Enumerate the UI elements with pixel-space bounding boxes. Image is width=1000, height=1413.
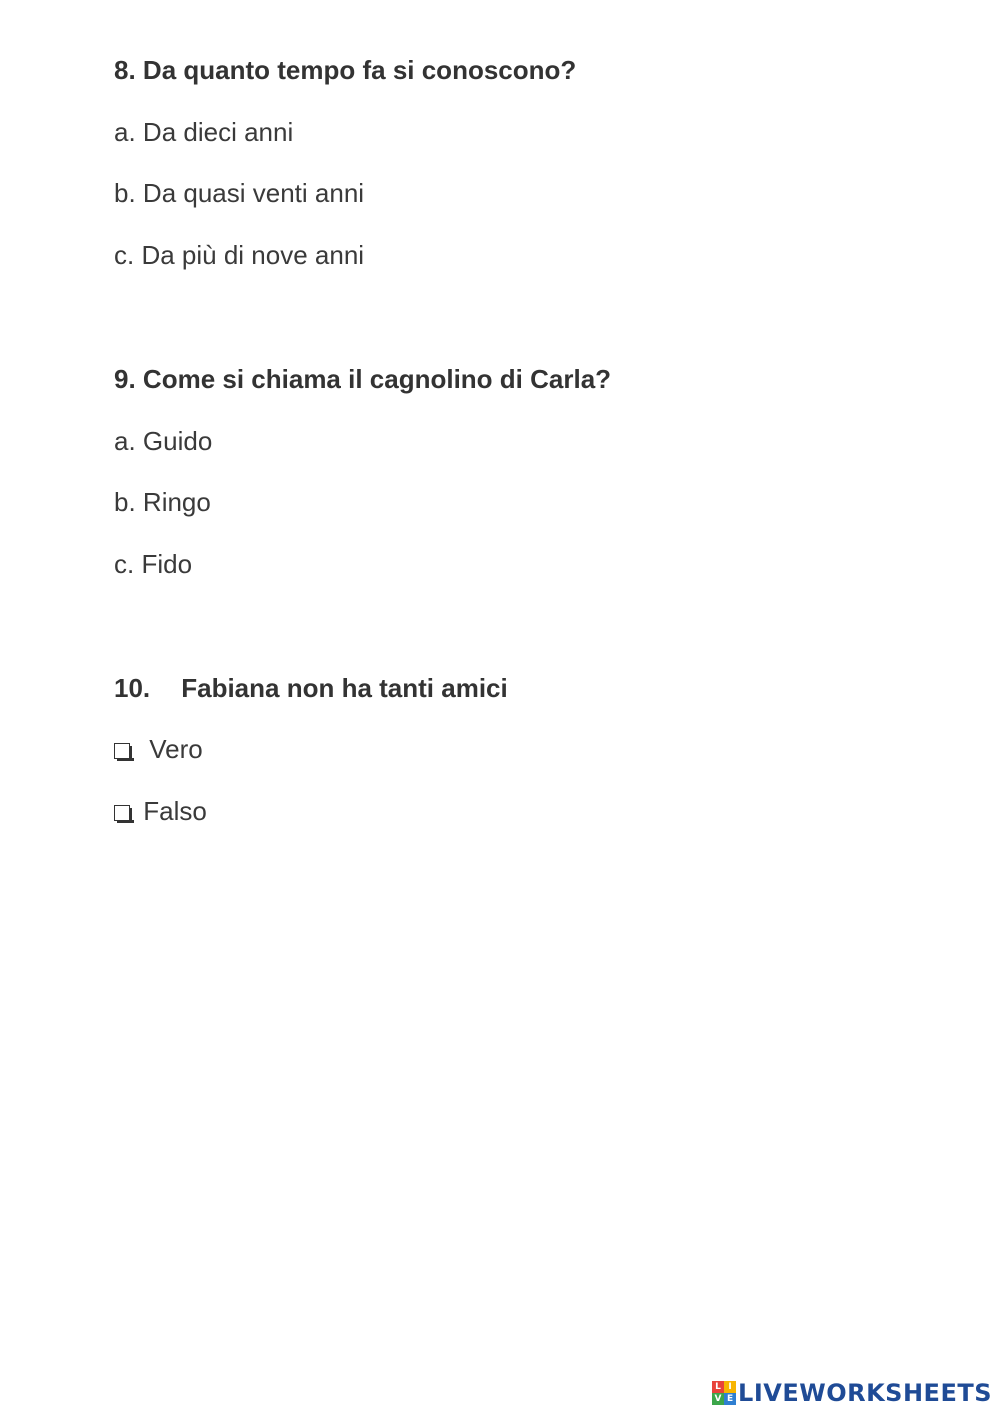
option-text: Da più di nove anni: [141, 240, 365, 270]
logo-mark-icon: [712, 1381, 736, 1405]
question-number: 10.: [114, 673, 151, 703]
option-8b[interactable]: [114, 178, 364, 208]
question-8: [114, 55, 576, 85]
option-9c[interactable]: [114, 549, 192, 579]
checkbox-icon[interactable]: [114, 805, 130, 821]
option-text: Da dieci anni: [142, 117, 294, 147]
option-8a[interactable]: [114, 117, 293, 147]
option-letter: a.: [114, 426, 136, 456]
option-text: Da quasi venti anni: [142, 178, 365, 208]
option-text: Ringo: [142, 487, 211, 517]
question-text: Fabiana non ha tanti amici: [181, 673, 508, 703]
option-9a[interactable]: [114, 426, 212, 456]
question-9: [114, 364, 611, 394]
option-letter: c.: [114, 240, 135, 270]
logo-mark-letter: I: [724, 1381, 736, 1393]
question-number: 8.: [114, 55, 136, 85]
question-10: [114, 673, 508, 703]
liveworksheets-logo: [712, 1379, 992, 1407]
option-text: Fido: [141, 549, 193, 579]
option-text: Guido: [142, 426, 213, 456]
option-text: Falso: [143, 796, 207, 826]
option-9b[interactable]: [114, 487, 211, 517]
option-letter: c.: [114, 549, 135, 579]
option-10-vero[interactable]: [114, 734, 203, 764]
option-10-falso[interactable]: [114, 796, 207, 826]
option-letter: b.: [114, 487, 136, 517]
question-number: 9.: [114, 364, 136, 394]
option-letter: a.: [114, 117, 136, 147]
question-text: Da quanto tempo fa si conoscono?: [142, 55, 577, 85]
logo-mark-letter: V: [712, 1393, 724, 1405]
logo-mark-letter: E: [724, 1393, 736, 1405]
logo-text: LIVEWORKSHEETS: [738, 1379, 992, 1407]
option-8c[interactable]: [114, 240, 364, 270]
question-text: Come si chiama il cagnolino di Carla?: [142, 364, 612, 394]
checkbox-icon[interactable]: [114, 743, 130, 759]
option-text: Vero: [149, 734, 203, 764]
logo-mark-letter: L: [712, 1381, 724, 1393]
option-letter: b.: [114, 178, 136, 208]
